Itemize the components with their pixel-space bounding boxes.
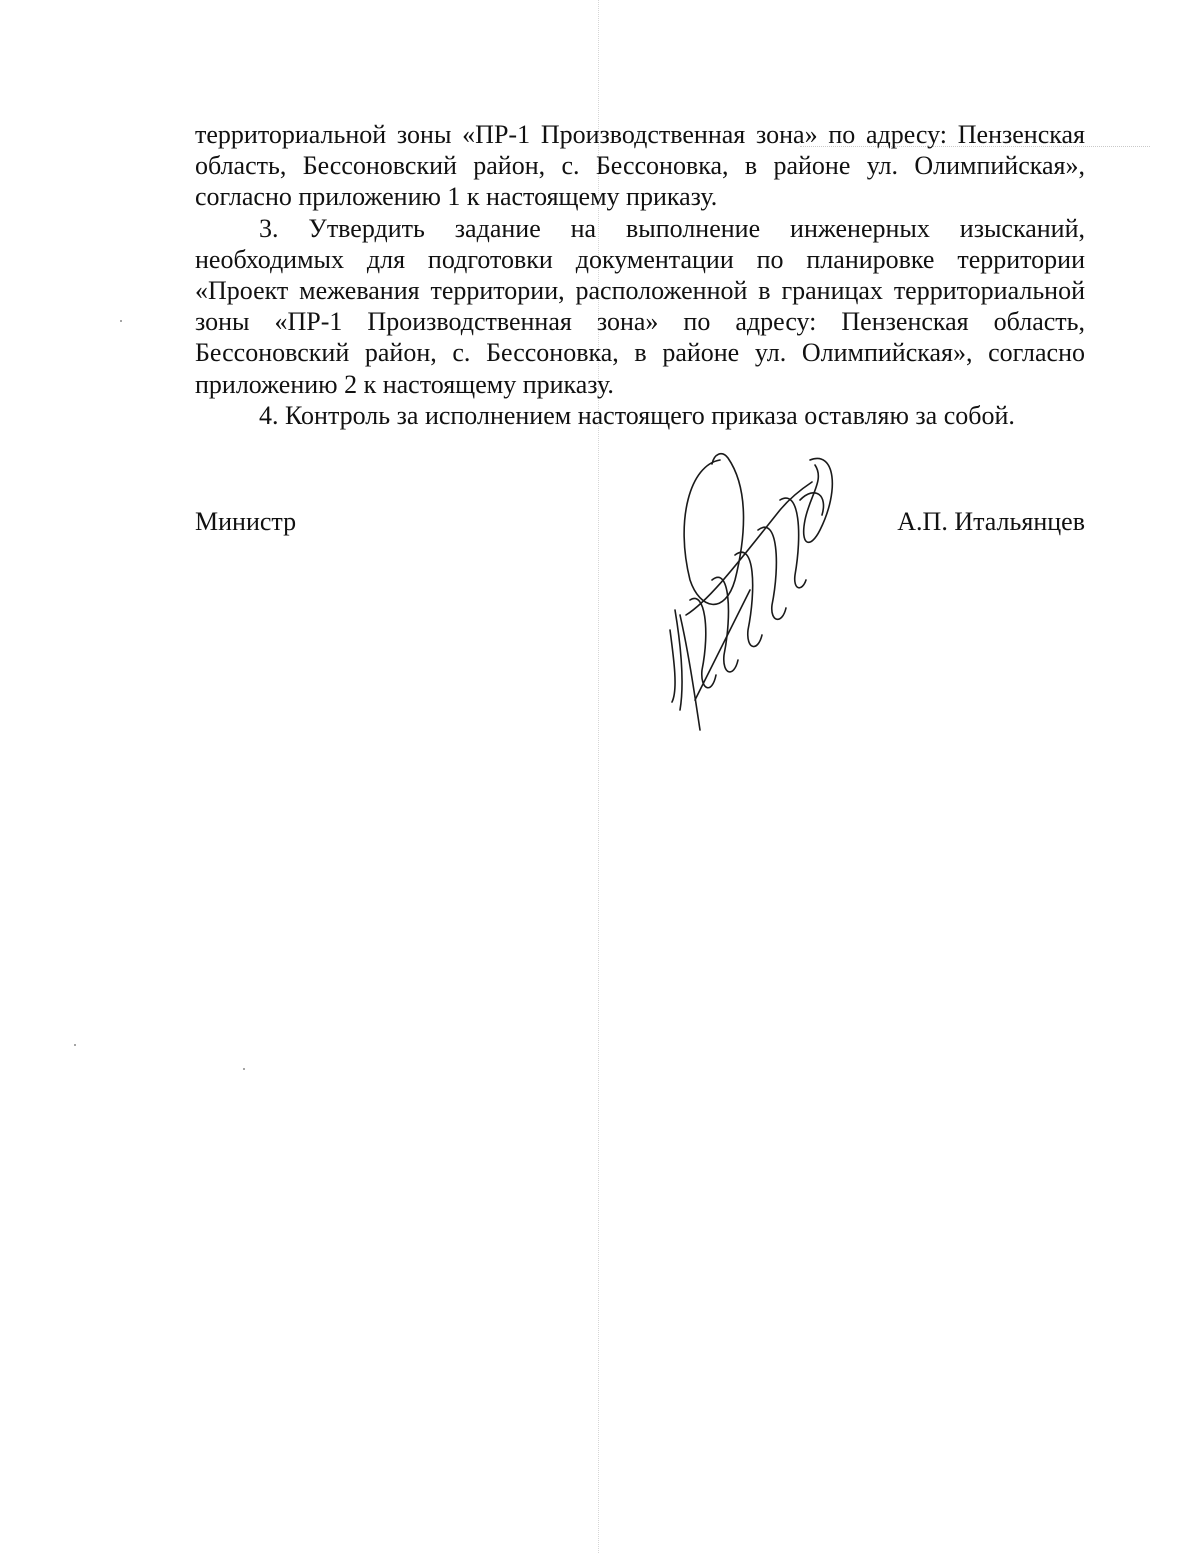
handwritten-signature <box>650 440 850 740</box>
paragraph-item-4: 4. Контроль за исполнением настоящего приказа оставляю за собой. <box>259 400 1015 430</box>
paragraph-continuation: территориальной зоны «ПР-1 Производственная зона» по адресу: Пензенская область, Бессоновский район, с. Бессоновка, в районе ул. Олимпийская», согласно приложению 1 к настоящему приказу. <box>195 120 1085 212</box>
scan-speck <box>243 1068 245 1070</box>
signer-name: А.П. Итальянцев <box>897 507 1085 536</box>
scan-speck <box>74 1044 76 1046</box>
document-body <box>195 119 1085 431</box>
signer-position: Министр <box>195 507 297 536</box>
scan-speck <box>120 320 122 322</box>
paragraph-item-3: 3. Утвердить задание на выполнение инженерных изысканий, необходимых для подготовки документации по планировке территории «Проект межевания территории, расположенной в границах территориальной зоны «ПР-1 Производственная зона» по адресу: Пензенская область, Бессоновский район, с. Бессоновка, в районе ул. Олимпийская», согласно приложению 2 к настоящему приказу. <box>195 213 1085 399</box>
